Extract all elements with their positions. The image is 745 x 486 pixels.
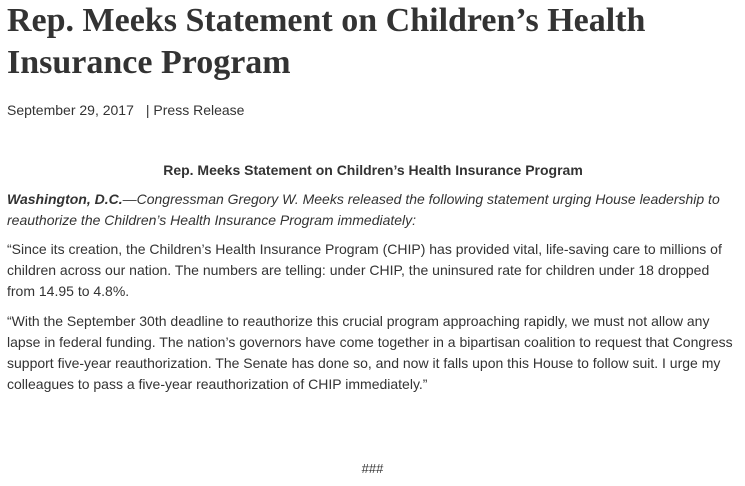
article-subheading: Rep. Meeks Statement on Children’s Health Insurance Program [163,162,583,178]
quote-paragraph-2: “With the September 30th deadline to reauthorize this crucial program approaching rapidly, we must not allow any lapse in federal funding. The nation’s governors have come together in a bipartisan coalition to request that Congress support five-year reauthorization. The Senate has done so, and now it falls upon this House to follow suit. I urge my colleagues to pass a five-year reauthorization of CHIP immediately.” [7,313,733,392]
article-meta [7,101,739,119]
article-category: | Press Release [145,102,245,118]
publish-date: September 29, 2017 [7,102,134,118]
end-mark: ### [361,461,384,476]
quote-paragraph-1: “Since its creation, the Children’s Health Insurance Program (CHIP) has provided vital, life-saving care to millions of children across our nation. The numbers are telling: under CHIP, the uninsured rate for children under 18 dropped from 14.95 to 4.8%. [7,241,722,299]
intro-text: —Congressman Gregory W. Meeks released the following statement urging House leadership to reauthorize the Children’s Health Insurance Program immediately: [7,191,720,228]
page-title: Rep. Meeks Statement on Children’s Health Insurance Program [7,2,646,81]
dateline: Washington, D.C. [7,191,123,207]
press-release-article [7,0,739,395]
intro-paragraph [7,189,739,231]
